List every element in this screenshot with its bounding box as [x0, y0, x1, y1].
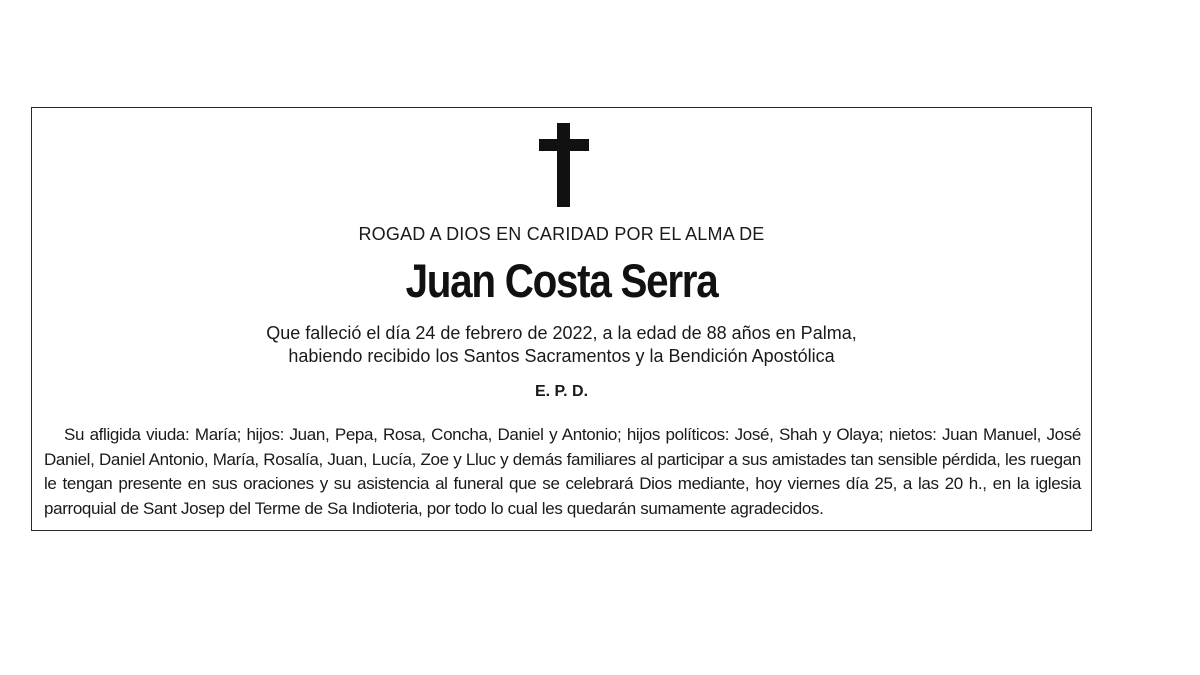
obituary-notice — [31, 107, 1092, 531]
intro-text: ROGAD A DIOS EN CARIDAD POR EL ALMA DE — [358, 224, 765, 244]
death-details-line-2: habiendo recibido los Santos Sacramentos y la Bendición Apostólica — [288, 346, 835, 366]
epd-text: E. P. D. — [534, 383, 589, 400]
cross-icon — [539, 123, 589, 207]
cross-vertical-bar — [557, 123, 570, 207]
death-details-line-1: Que falleció el día 24 de febrero de 2022, a la edad de 88 años en Palma, — [266, 323, 857, 343]
deceased-name: Juan Costa Serra — [405, 254, 718, 307]
cross-horizontal-bar — [539, 139, 589, 151]
family-paragraph: Su afligida viuda: María; hijos: Juan, Pepa, Rosa, Concha, Daniel y Antonio; hijos políticos: José, Shah y Olaya; nietos: Juan Manuel, José Daniel, Daniel Antonio, María, Rosalía, Juan, Lucía, Zoe y Lluc y demás familiares al participar a sus amistades tan sensible pérdida, les ruegan le tengan presente en sus oraciones y su asistencia al funeral que se celebrará Dios mediante, hoy viernes día 25, a las 20 h., en la iglesia parroquial de Sant Josep del Terme de Sa Indioteria, por todo lo cual les quedarán sumamente agradecidos. — [44, 425, 1081, 518]
